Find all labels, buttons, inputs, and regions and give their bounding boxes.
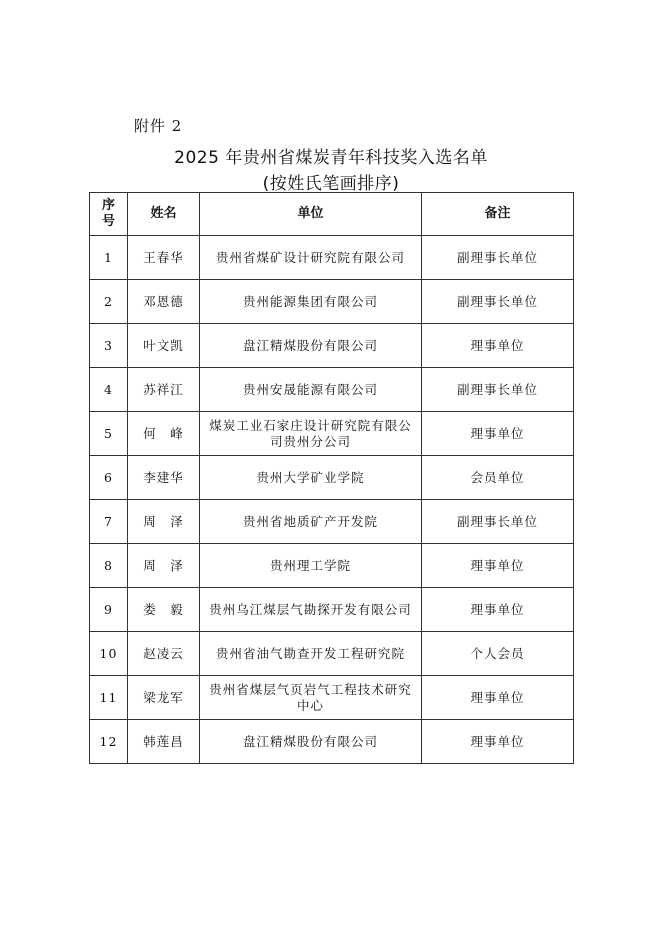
row-unit: 煤炭工业石家庄设计研究院有限公司贵州分公司	[200, 412, 422, 456]
row-note: 理事单位	[422, 544, 574, 588]
row-note: 理事单位	[422, 588, 574, 632]
table-row	[90, 676, 574, 720]
row-unit: 贵州省油气勘查开发工程研究院	[200, 632, 422, 676]
row-note: 个人会员	[422, 632, 574, 676]
row-unit: 盘江精煤股份有限公司	[200, 720, 422, 764]
table-row	[90, 280, 574, 324]
row-name: 周 泽	[128, 500, 200, 544]
table-row	[90, 632, 574, 676]
column-header-number	[90, 193, 128, 236]
row-note: 会员单位	[422, 456, 574, 500]
row-name: 何 峰	[128, 412, 200, 456]
attachment-label: 附件 2	[134, 117, 183, 135]
row-unit: 贵州理工学院	[200, 544, 422, 588]
column-header-number-line2: 号	[101, 214, 115, 229]
row-note: 理事单位	[422, 412, 574, 456]
row-number: 3	[90, 324, 128, 368]
row-unit: 贵州大学矿业学院	[200, 456, 422, 500]
row-name: 李建华	[128, 456, 200, 500]
row-note: 理事单位	[422, 720, 574, 764]
row-unit: 贵州省煤矿设计研究院有限公司	[200, 236, 422, 280]
row-note: 副理事长单位	[422, 500, 574, 544]
table-header	[90, 193, 574, 236]
row-name: 叶文凯	[128, 324, 200, 368]
table-row	[90, 412, 574, 456]
row-note: 理事单位	[422, 676, 574, 720]
row-unit: 贵州能源集团有限公司	[200, 280, 422, 324]
row-number: 12	[90, 720, 128, 764]
row-unit: 贵州省煤层气页岩气工程技术研究中心	[200, 676, 422, 720]
row-number: 5	[90, 412, 128, 456]
row-number: 11	[90, 676, 128, 720]
row-number: 6	[90, 456, 128, 500]
row-name: 邓恩德	[128, 280, 200, 324]
row-note: 副理事长单位	[422, 368, 574, 412]
row-name: 周 泽	[128, 544, 200, 588]
table-row	[90, 236, 574, 280]
row-note: 理事单位	[422, 324, 574, 368]
column-header-number-line1: 序	[101, 198, 115, 213]
table-row	[90, 544, 574, 588]
row-number: 4	[90, 368, 128, 412]
row-name: 苏祥江	[128, 368, 200, 412]
row-note: 副理事长单位	[422, 280, 574, 324]
row-name: 韩莲昌	[128, 720, 200, 764]
row-number: 1	[90, 236, 128, 280]
row-number: 10	[90, 632, 128, 676]
table-row	[90, 368, 574, 412]
table-body	[90, 236, 574, 764]
row-unit: 贵州安晟能源有限公司	[200, 368, 422, 412]
document-title: 2025 年贵州省煤炭青年科技奖入选名单	[174, 148, 488, 168]
row-number: 9	[90, 588, 128, 632]
row-unit: 贵州省地质矿产开发院	[200, 500, 422, 544]
header-row	[90, 193, 574, 236]
table-row	[90, 720, 574, 764]
column-header-note: 备注	[422, 193, 574, 236]
row-number: 7	[90, 500, 128, 544]
winners-table	[89, 192, 574, 764]
column-header-unit: 单位	[200, 193, 422, 236]
row-number: 8	[90, 544, 128, 588]
table-row	[90, 456, 574, 500]
row-name: 赵凌云	[128, 632, 200, 676]
row-name: 王春华	[128, 236, 200, 280]
row-name: 娄 毅	[128, 588, 200, 632]
row-number: 2	[90, 280, 128, 324]
column-header-name: 姓名	[128, 193, 200, 236]
document-subtitle: (按姓氏笔画排序)	[262, 174, 400, 194]
table-row	[90, 324, 574, 368]
table-row	[90, 500, 574, 544]
row-note: 副理事长单位	[422, 236, 574, 280]
table-row	[90, 588, 574, 632]
row-unit: 贵州乌江煤层气勘探开发有限公司	[200, 588, 422, 632]
row-unit: 盘江精煤股份有限公司	[200, 324, 422, 368]
row-name: 梁龙军	[128, 676, 200, 720]
